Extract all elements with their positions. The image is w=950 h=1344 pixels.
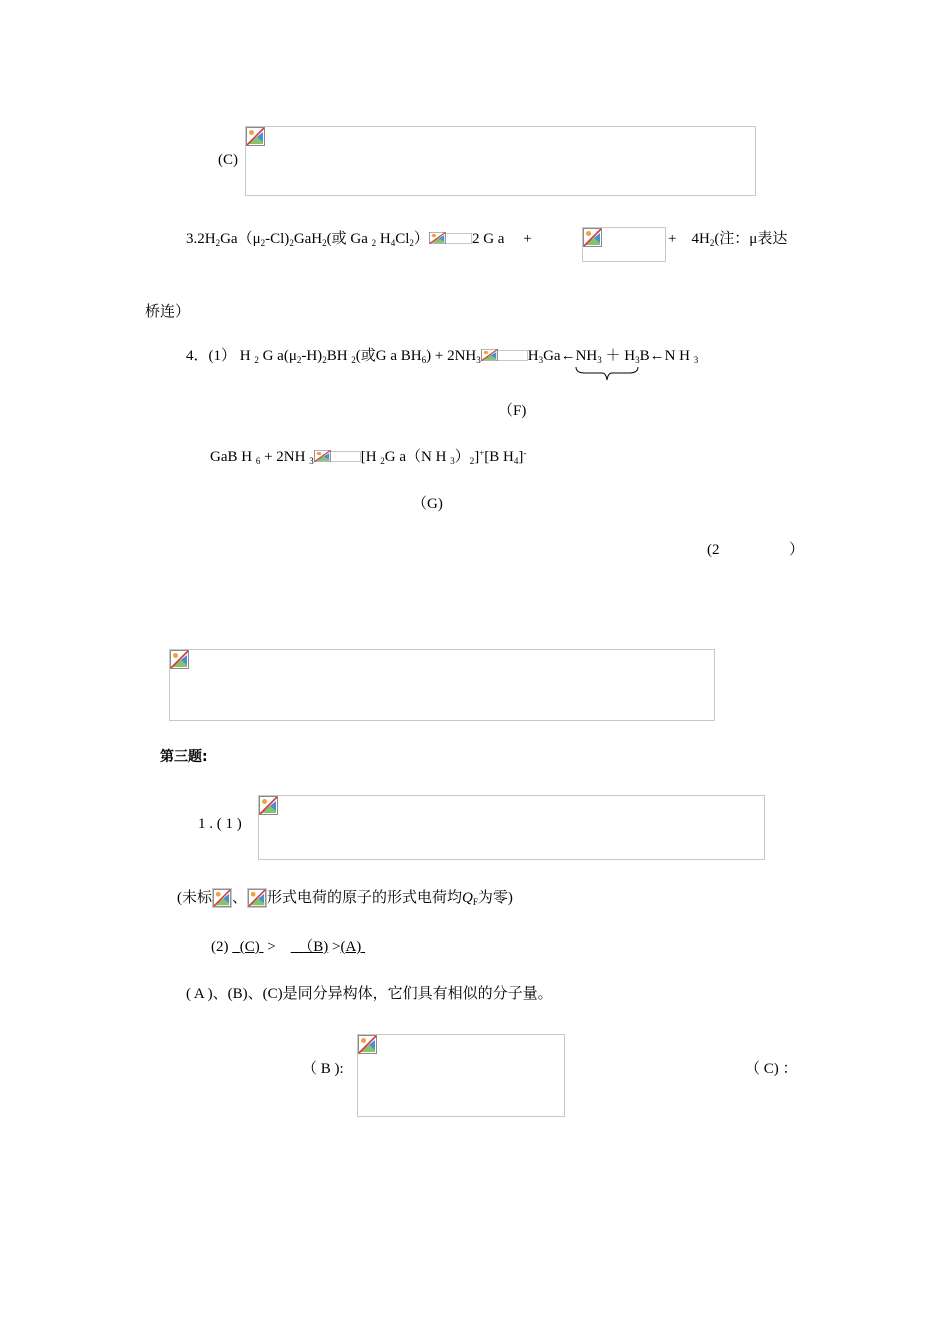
charge-image-icon <box>247 888 267 908</box>
paren-open: (2 <box>707 542 720 558</box>
broken-image-icon <box>246 127 265 146</box>
label-c: （ C) ： <box>745 1061 798 1077</box>
broken-image-icon <box>583 228 602 247</box>
section-title: 第三题: <box>160 749 208 765</box>
broken-image-icon <box>170 650 189 669</box>
note-line: (未标 、 形式电荷的原子的形式电荷均$Q_F$为零) <box>177 890 513 907</box>
equation-3-wrap: 桥连） <box>145 304 191 320</box>
arrow-image-icon <box>481 349 498 361</box>
charge-image-icon <box>212 888 232 908</box>
label-f: （F) <box>498 403 527 419</box>
equation-3-tail: + $4H_2$(注：μ表达 <box>668 231 788 248</box>
arrow-image-icon <box>429 232 446 244</box>
broken-image-icon <box>358 1035 377 1054</box>
question-2: (2) (C) > （B) >(A) <box>211 939 362 955</box>
question-1-1: 1 . ( 1 ) <box>198 816 242 832</box>
image-frame-q1 <box>258 795 765 860</box>
image-frame-structure <box>169 649 715 721</box>
equation-4-g: GaB H $_6$ + 2NH $_3$ [H $_2$G a（N H $_3)_2]^+[B$ $H_4]^-$ <box>210 448 527 466</box>
label-c-heading: (C) <box>218 152 238 168</box>
image-frame-b <box>357 1034 565 1117</box>
isomer-statement: ( A )、(B)、(C)是同分异构体，它们具有相似的分子量。 <box>186 986 553 1002</box>
equation-4-1: 4．(1） H $_2$ G $a(\mu_2-H)_2BH$ $_2$(或G a $BH_6) + 2NH_3$ $H_3Ga\leftarrow NH_3$ ＋ $H_3B\leftarrow N$ H $_3$ <box>186 348 699 365</box>
arrow-image-icon <box>314 450 331 462</box>
label-b: （ B ): <box>302 1061 344 1077</box>
brace-under-icon <box>575 366 639 382</box>
equation-3: $3.2H_2Ga(\mu_2-Cl)_2GaH_2$(或 Ga $_2$ $H_4Cl_2$） 2 G a + <box>186 231 532 248</box>
broken-image-icon <box>259 796 278 815</box>
label-g: （G) <box>412 496 443 512</box>
paren-close: ） <box>789 542 805 558</box>
image-frame-c <box>245 126 756 196</box>
